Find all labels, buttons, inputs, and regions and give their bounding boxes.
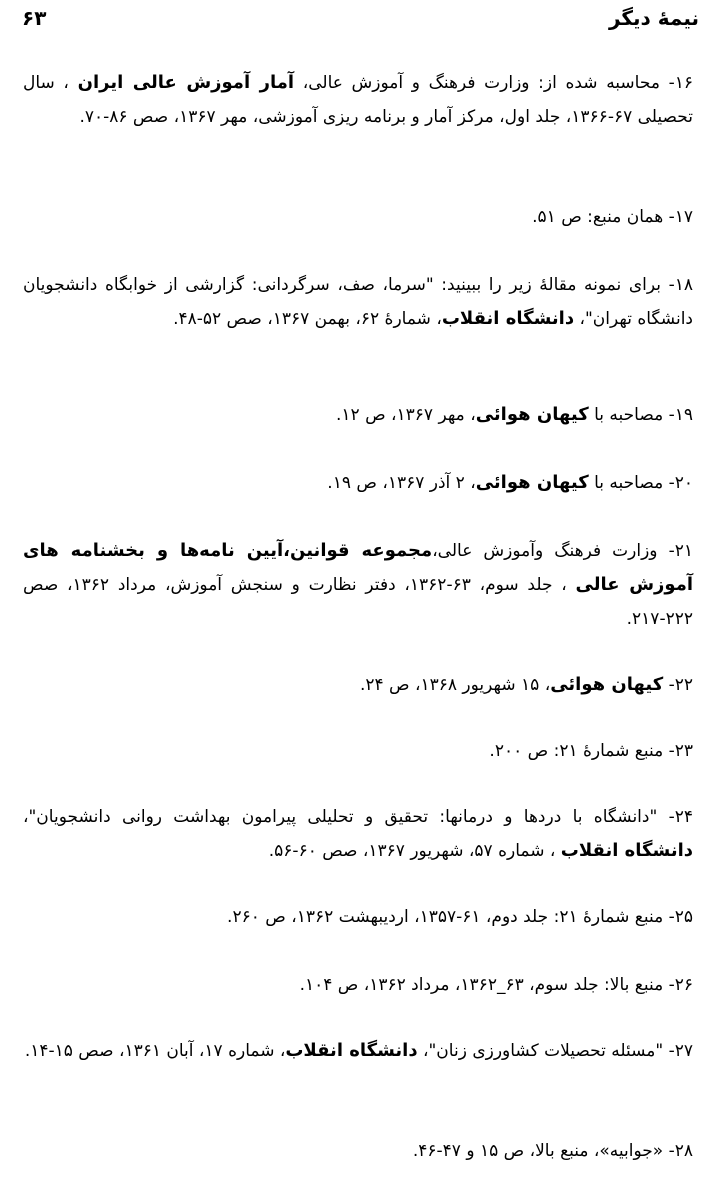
endnote-18	[23, 268, 693, 336]
note-text: ، ۲ آذر ۱۳۶۷، ص ۱۹.	[327, 473, 476, 493]
endnote-25	[23, 900, 693, 934]
running-header-title: نیمهٔ دیگر	[608, 6, 699, 30]
note-text: ، مهر ۱۳۶۷، ص ۱۲.	[336, 405, 476, 425]
note-text: «جوابیه»، منبع بالا، ص ۱۵ و ۴۷-۴۶.	[412, 1141, 664, 1161]
note-title-bold: دانشگاه انقلاب	[441, 308, 575, 329]
note-title-bold: کیهان هوائی	[550, 674, 664, 695]
note-text: برای نمونه مقالهٔ زیر را ببینید: "سرما، صف، سرگردانی: گزارشی از خوابگاه دانشجویان دانشگاه تهران"،	[23, 275, 693, 329]
endnote-16	[23, 66, 693, 134]
note-number: ۱۶-	[668, 73, 694, 93]
note-text: ، ۱۵ شهریور ۱۳۶۸، ص ۲۴.	[359, 675, 551, 695]
note-number: ۲۳-	[668, 741, 693, 761]
endnote-24	[23, 800, 693, 868]
note-text: "دانشگاه با دردها و درمانها: تحقیق و تحلیلی پیرامون بهداشت روانی دانشجویان"،	[23, 807, 658, 827]
note-title-bold: آمار آموزش عالی ایران	[77, 72, 295, 93]
note-number: ۲۶-	[668, 975, 693, 995]
note-number: ۲۲-	[668, 675, 693, 695]
note-text: منبع بالا: جلد سوم، ۶۳_۱۳۶۲، مرداد ۱۳۶۲، ص ۱۰۴.	[299, 975, 664, 995]
note-number: ۲۰-	[668, 473, 693, 493]
endnote-19	[23, 398, 693, 432]
note-text: مصاحبه با	[588, 473, 664, 493]
note-number: ۲۷-	[668, 1041, 693, 1061]
note-title-bold: کیهان هوائی	[475, 404, 589, 425]
note-text: منبع شمارهٔ ۲۱: جلد دوم، ۶۱-۱۳۵۷، اردیبهشت ۱۳۶۲، ص ۲۶۰.	[227, 907, 664, 927]
endnote-22	[23, 668, 693, 702]
note-number: ۲۴-	[668, 807, 694, 827]
note-text: ، سال تحصیلی ۶۷-۱۳۶۶، جلد اول، مرکز آمار و برنامه ریزی آموزشی، مهر ۱۳۶۷، صص ۸۶-۷۰.	[23, 73, 693, 127]
note-text: وزارت فرهنگ وآموزش عالی،	[432, 541, 658, 561]
note-text: ، شماره ۵۷، شهریور ۱۳۶۷، صص ۶۰-۵۶.	[268, 841, 561, 861]
note-text: محاسبه شده از: وزارت فرهنگ و آموزش عالی،	[294, 73, 660, 93]
note-number: ۱۹-	[668, 405, 693, 425]
note-title-bold: کیهان هوائی	[475, 472, 589, 493]
note-title-bold: دانشگاه انقلاب	[285, 1040, 418, 1061]
endnote-17	[23, 200, 693, 234]
endnote-26	[23, 968, 693, 1002]
note-text: "مسئله تحصیلات کشاورزی زنان"،	[417, 1041, 664, 1061]
note-text: ، جلد سوم، ۶۳-۱۳۶۲، دفتر نظارت و سنجش آموزش، مرداد ۱۳۶۲، صص ۲۲۲-۲۱۷.	[23, 575, 693, 629]
note-text: ، شمارهٔ ۶۲، بهمن ۱۳۶۷، صص ۵۲-۴۸.	[173, 309, 442, 329]
endnote-20	[23, 466, 693, 500]
endnote-23	[23, 734, 693, 768]
note-number: ۲۸-	[668, 1141, 693, 1161]
note-number: ۲۵-	[668, 907, 693, 927]
page-number: ۶۳	[22, 6, 47, 30]
note-text: مصاحبه با	[588, 405, 664, 425]
note-title-bold: مجموعه قوانین،آیین نامه‌ها و بخشنامه های آموزش عالی	[23, 540, 694, 595]
endnote-28	[23, 1134, 693, 1168]
note-number: ۱۷-	[668, 207, 693, 227]
note-text: منبع شمارهٔ ۲۱: ص ۲۰۰.	[489, 741, 664, 761]
note-number: ۲۱-	[668, 541, 694, 561]
note-number: ۱۸-	[668, 275, 694, 295]
endnote-21	[23, 534, 693, 636]
note-text: همان منبع: ص ۵۱.	[532, 207, 664, 227]
note-text: ، شماره ۱۷، آبان ۱۳۶۱، صص ۱۵-۱۴.	[24, 1041, 286, 1061]
note-title-bold: دانشگاه انقلاب	[560, 840, 693, 861]
endnote-27	[23, 1034, 693, 1068]
